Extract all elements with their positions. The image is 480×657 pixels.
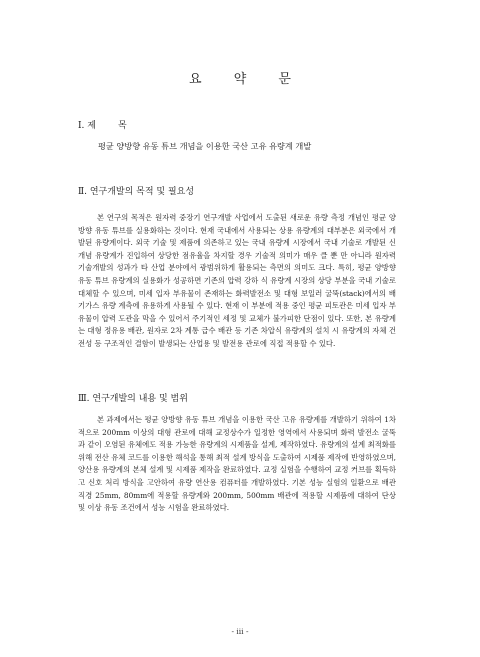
page-title: 요 약 문 — [189, 72, 305, 87]
section-3-heading: Ⅲ. 연구개발의 내용 및 범위 — [78, 394, 188, 404]
section-1-heading — [78, 118, 127, 131]
project-title: 평균 양방향 유동 튜브 개념을 이용한 국산 고유 유량계 개발 — [98, 141, 312, 151]
page-number: - iii - — [231, 627, 249, 636]
section-1-heading-part-1: Ⅰ. 제 — [78, 121, 96, 131]
section-3-paragraph: 본 과제에서는 평균 양방향 유동 튜브 개념을 이용한 국산 고유 유량계를 개발하기 위하여 1차적으로 200mm 이상의 대형 관로에 대해 교정상수가 일정한 영역에서 사용되며 화력 발전소 굴뚝과 같이 오염된 유체에도 적용 가능한 유량계의 시제품을 설계, 제작하였다. 유량계의 설계 최적화를 위해 전산 유체 코드를 이용한 해석을 통해 최적 설계 방식을 도출하여 시제품 제작에 반영하였으며, 양산용 유량계의 본체 설계 및 시제품 제작을 완료하였다. 교정 실험을 수행하여 교정 커브를 획득하고 신호 처리 방식을 고안하여 유량 연산용 컴퓨터를 개발하였다. 기본 성능 실험의 일환으로 배관 직경 25mm, 80mm에 적용할 유량계와 200mm, 500mm 배관에 적용할 시제품에 대하여 단상 및 이상 유동 조건에서 성능 시험을 완료하였다. — [78, 415, 396, 513]
section-2-heading: Ⅱ. 연구개발의 목적 및 필요성 — [78, 187, 195, 197]
section-2-paragraph: 본 연구의 목적은 원자력 중장기 연구개발 사업에서 도출된 새로운 유량 측정 개념인 평균 양방향 유동 튜브를 실용화하는 것이다. 현재 국내에서 사용되는 상용 유량계의 대부분은 외국에서 개발된 유량계이다. 외국 기술 및 제품에 의존하고 있는 국내 유량계 시장에서 국내 기술로 개발된 신개념 유량계가 진입하여 상당한 점유율을 차지할 경우 기술적 의미가 매우 클 뿐 만 아니라 원자력 기술개발의 성과가 타 산업 분야에서 광범위하게 활용되는 측면의 의미도 크다. 특히, 평균 양방향 유동 튜브 유량계의 실용화가 성공하면 기존의 압력 강하 식 유량계 시장의 상당 부분을 국내 기술로 대체할 수 있으며, 미세 입자 부유물이 존재하는 화력발전소 및 대형 보일러 굴뚝(stack)에서의 배기가스 유량 계측에 유용하게 사용될 수 있다. 현재 이 부분에 적용 중인 평균 피토관은 미세 입자 부유물이 압력 도관을 막을 수 있어서 주기적인 세정 및 교체가 불가피한 단점이 있다. 또한, 본 유량계는 대형 정유용 배관, 원자로 2차 계통 급수 배관 등 기존 차압식 유량계의 설치 시 유량계의 자체 건전성 등 구조적인 결함이 발생되는 산업용 및 발전용 관로에 직접 적용할 수 있다. — [78, 213, 396, 348]
section-1-heading-part-2: 목 — [117, 121, 127, 131]
